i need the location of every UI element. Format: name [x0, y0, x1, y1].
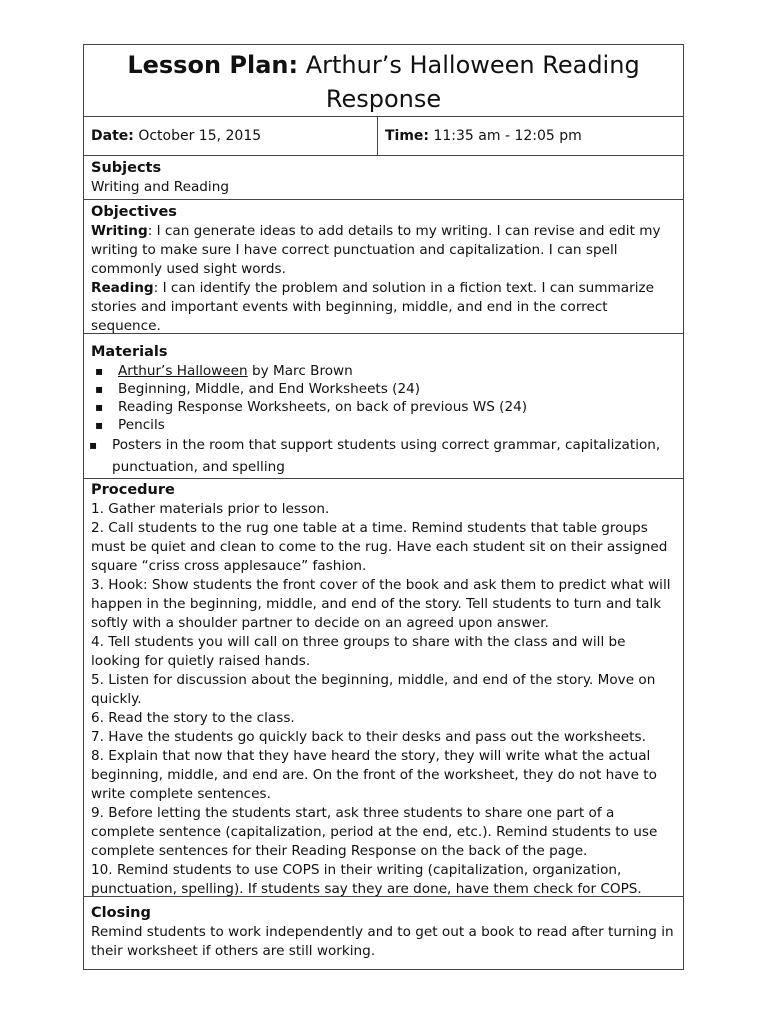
- procedure-step: 1. Gather materials prior to lesson.: [91, 501, 330, 517]
- date-cell: [84, 117, 378, 155]
- procedure-step: 10. Remind students to use COPS in their writing (capitalization, organization, punctuation, spelling). If students say they are done, have them check for COPS.: [91, 862, 642, 897]
- procedure-step: 9. Before letting the students start, ask three students to share one part of a complete sentence (capitalization, period at the end, etc.). Remind students to use complete sentences for their Reading Response on the back of the page.: [91, 805, 658, 859]
- procedure-step: 3. Hook: Show students the front cover of the book and ask them to predict what will happen in the beginning, middle, and end of the story. Tell students to turn and talk softly with a shoulder partner to decide on an agreed upon answer.: [91, 577, 671, 631]
- title-text: Arthur’s Halloween Reading Response: [305, 51, 640, 113]
- list-item: [91, 362, 676, 380]
- list-item: ▪ Beginning, Middle, and End Worksheets (24): [91, 380, 676, 398]
- procedure-list: [91, 500, 676, 899]
- subjects-section: [84, 155, 683, 199]
- objectives-section: [84, 199, 683, 333]
- book-title: Arthur’s Halloween: [118, 363, 248, 379]
- book-author: by Marc Brown: [247, 363, 353, 379]
- materials-heading: Materials: [91, 344, 168, 360]
- reading-label: Reading: [91, 280, 154, 296]
- list-item: ▪ Posters in the room that support students using correct grammar, capitalization, punctuation, and spelling: [91, 434, 676, 478]
- objective-writing: [91, 222, 676, 279]
- reading-text: : I can identify the problem and solution in a fiction text. I can summarize stories and important events with beginning, middle, and end in the correct sequence.: [91, 280, 654, 334]
- date-value: October 15, 2015: [138, 128, 262, 144]
- list-item: ▪ Reading Response Worksheets, on back of previous WS (24): [91, 398, 676, 416]
- lesson-plan-document: [83, 44, 684, 970]
- objective-reading: [91, 279, 676, 336]
- closing-section: [84, 896, 683, 969]
- subjects-heading: Subjects: [91, 160, 162, 176]
- date-time-row: [84, 116, 683, 155]
- title-block: [84, 45, 683, 116]
- list-item: ▪ Pencils: [91, 416, 676, 434]
- procedure-step: 5. Listen for discussion about the beginning, middle, and end of the story. Move on quickly.: [91, 672, 656, 707]
- closing-heading: Closing: [91, 905, 151, 921]
- materials-section: [84, 333, 683, 478]
- writing-label: Writing: [91, 223, 148, 239]
- procedure-section: [84, 478, 683, 896]
- procedure-step: 7. Have the students go quickly back to their desks and pass out the worksheets.: [91, 729, 646, 745]
- objectives-heading: Objectives: [91, 204, 177, 220]
- procedure-step: 8. Explain that now that they have heard the story, they will write what the actual beginning, middle, and end are. On the front of the worksheet, they do not have to write complete sentences.: [91, 748, 657, 802]
- writing-text: : I can generate ideas to add details to my writing. I can revise and edit my writing to make sure I have correct punctuation and capitalization. I can spell commonly used sight words.: [91, 223, 661, 277]
- closing-text: Remind students to work independently and to get out a book to read after turning in their worksheet if others are still working.: [91, 924, 674, 959]
- subjects-text: Writing and Reading: [91, 179, 229, 195]
- procedure-step: 4. Tell students you will call on three groups to share with the class and will be looking for quietly raised hands.: [91, 634, 626, 669]
- procedure-step: 6. Read the story to the class.: [91, 710, 295, 726]
- date-label: Date:: [91, 128, 134, 144]
- time-value: 11:35 am - 12:05 pm: [433, 128, 582, 144]
- procedure-heading: Procedure: [91, 482, 175, 498]
- time-label: Time:: [385, 128, 430, 144]
- materials-list: [91, 362, 676, 478]
- title-label: Lesson Plan:: [127, 51, 299, 79]
- procedure-step: 2. Call students to the rug one table at a time. Remind students that table groups must be quiet and clean to come to the rug. Have each student sit on their assigned square “criss cross applesauce” fashion.: [91, 520, 668, 574]
- time-cell: [378, 117, 683, 155]
